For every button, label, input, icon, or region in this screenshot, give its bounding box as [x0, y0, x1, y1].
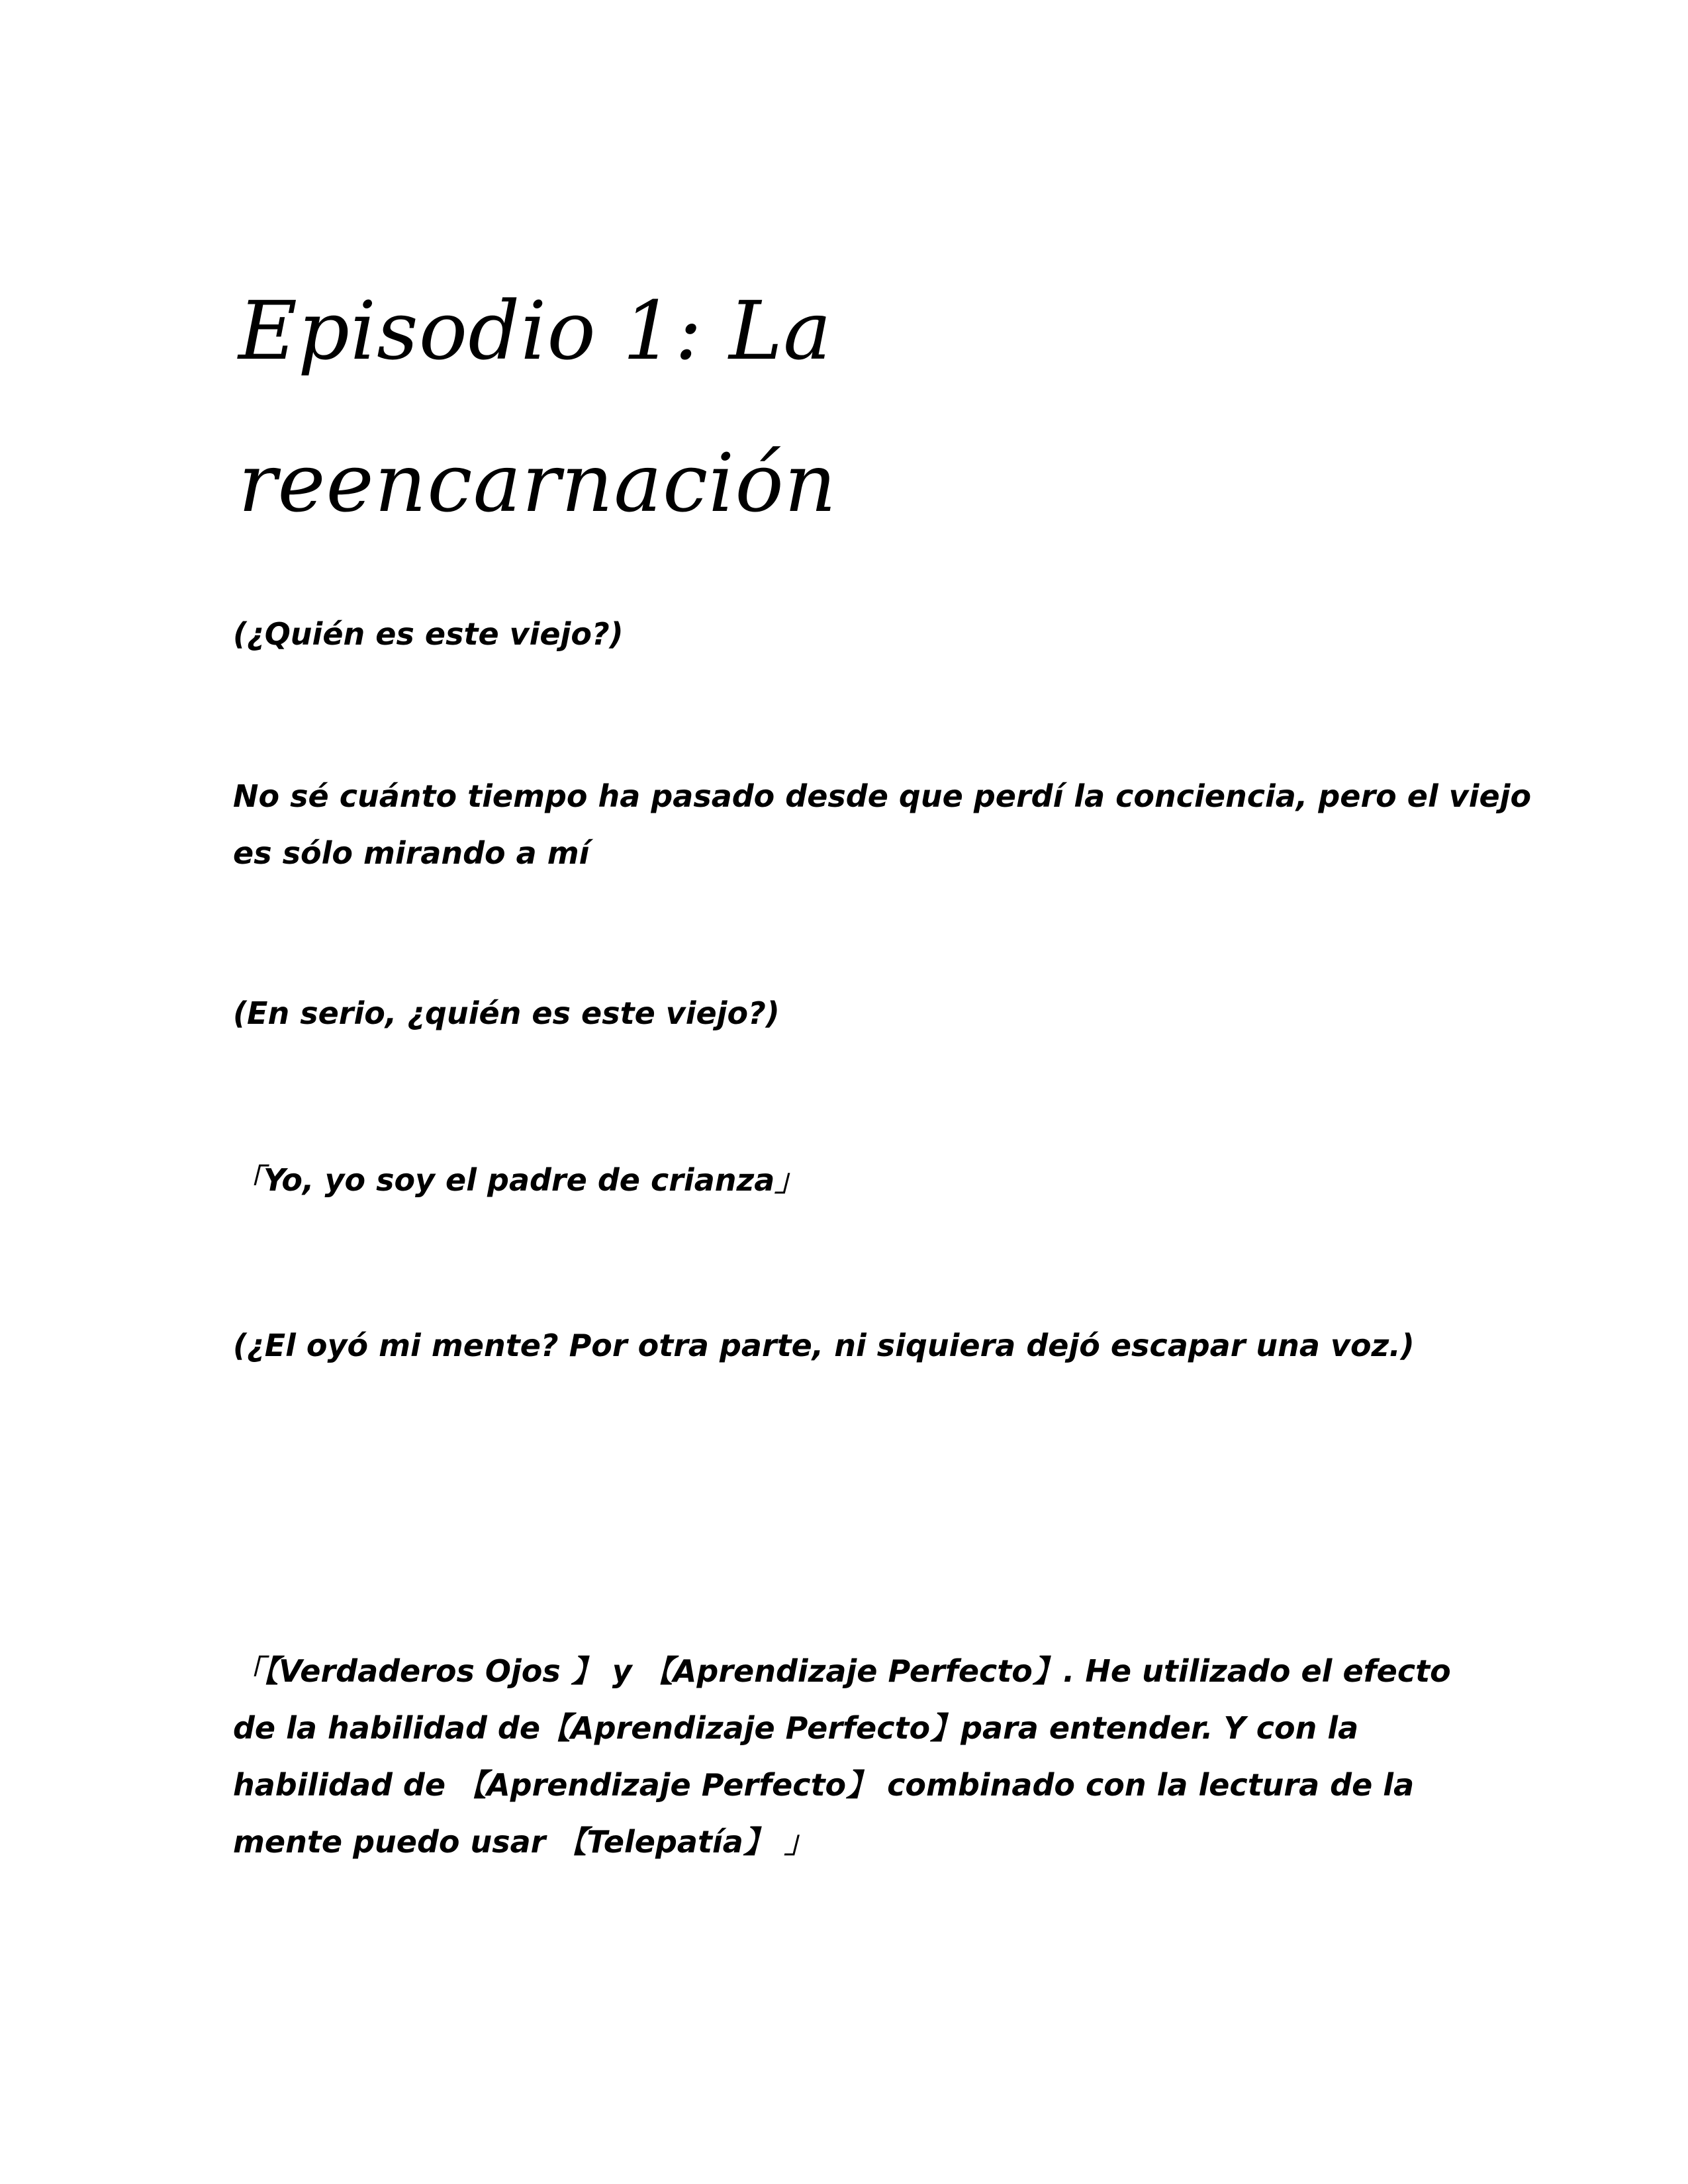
paragraph-line: es sólo mirando a mí	[233, 835, 590, 871]
paragraph-line: 「Yo, yo soy el padre de crianza」	[233, 1162, 806, 1198]
paragraph-line: No sé cuánto tiempo ha pasado desde que perdí la conciencia, pero el viejo	[233, 778, 1532, 814]
paragraph-line: (¿Quién es este viejo?)	[233, 616, 624, 652]
episode-title	[238, 255, 1430, 559]
paragraph-line: 「【Verdaderos Ojos 】 y 【Aprendizaje Perfecto】. He utilizado el efecto	[233, 1653, 1451, 1689]
paragraph-line: (En serio, ¿quién es este viejo?)	[233, 995, 780, 1031]
episode-title-line-1: Episodio 1: La	[238, 284, 832, 378]
paragraph-2	[233, 768, 1532, 882]
paragraph-line: mente puedo usar 【Telepatía】 」	[233, 1824, 815, 1860]
paragraph-1	[233, 606, 1464, 662]
paragraph-3	[233, 985, 1464, 1042]
paragraph-6	[233, 1643, 1464, 1870]
paragraph-line: de la habilidad de【Aprendizaje Perfecto】para entender. Y con la	[233, 1710, 1359, 1746]
paragraph-line: (¿El oyó mi mente? Por otra parte, ni siquiera dejó escapar una voz.)	[233, 1328, 1415, 1363]
paragraph-line: habilidad de 【Aprendizaje Perfecto】 combinado con la lectura de la	[233, 1767, 1415, 1803]
paragraph-4	[233, 1152, 1464, 1208]
episode-title-line-2: reencarnación	[238, 436, 837, 530]
paragraph-5	[233, 1317, 1464, 1374]
